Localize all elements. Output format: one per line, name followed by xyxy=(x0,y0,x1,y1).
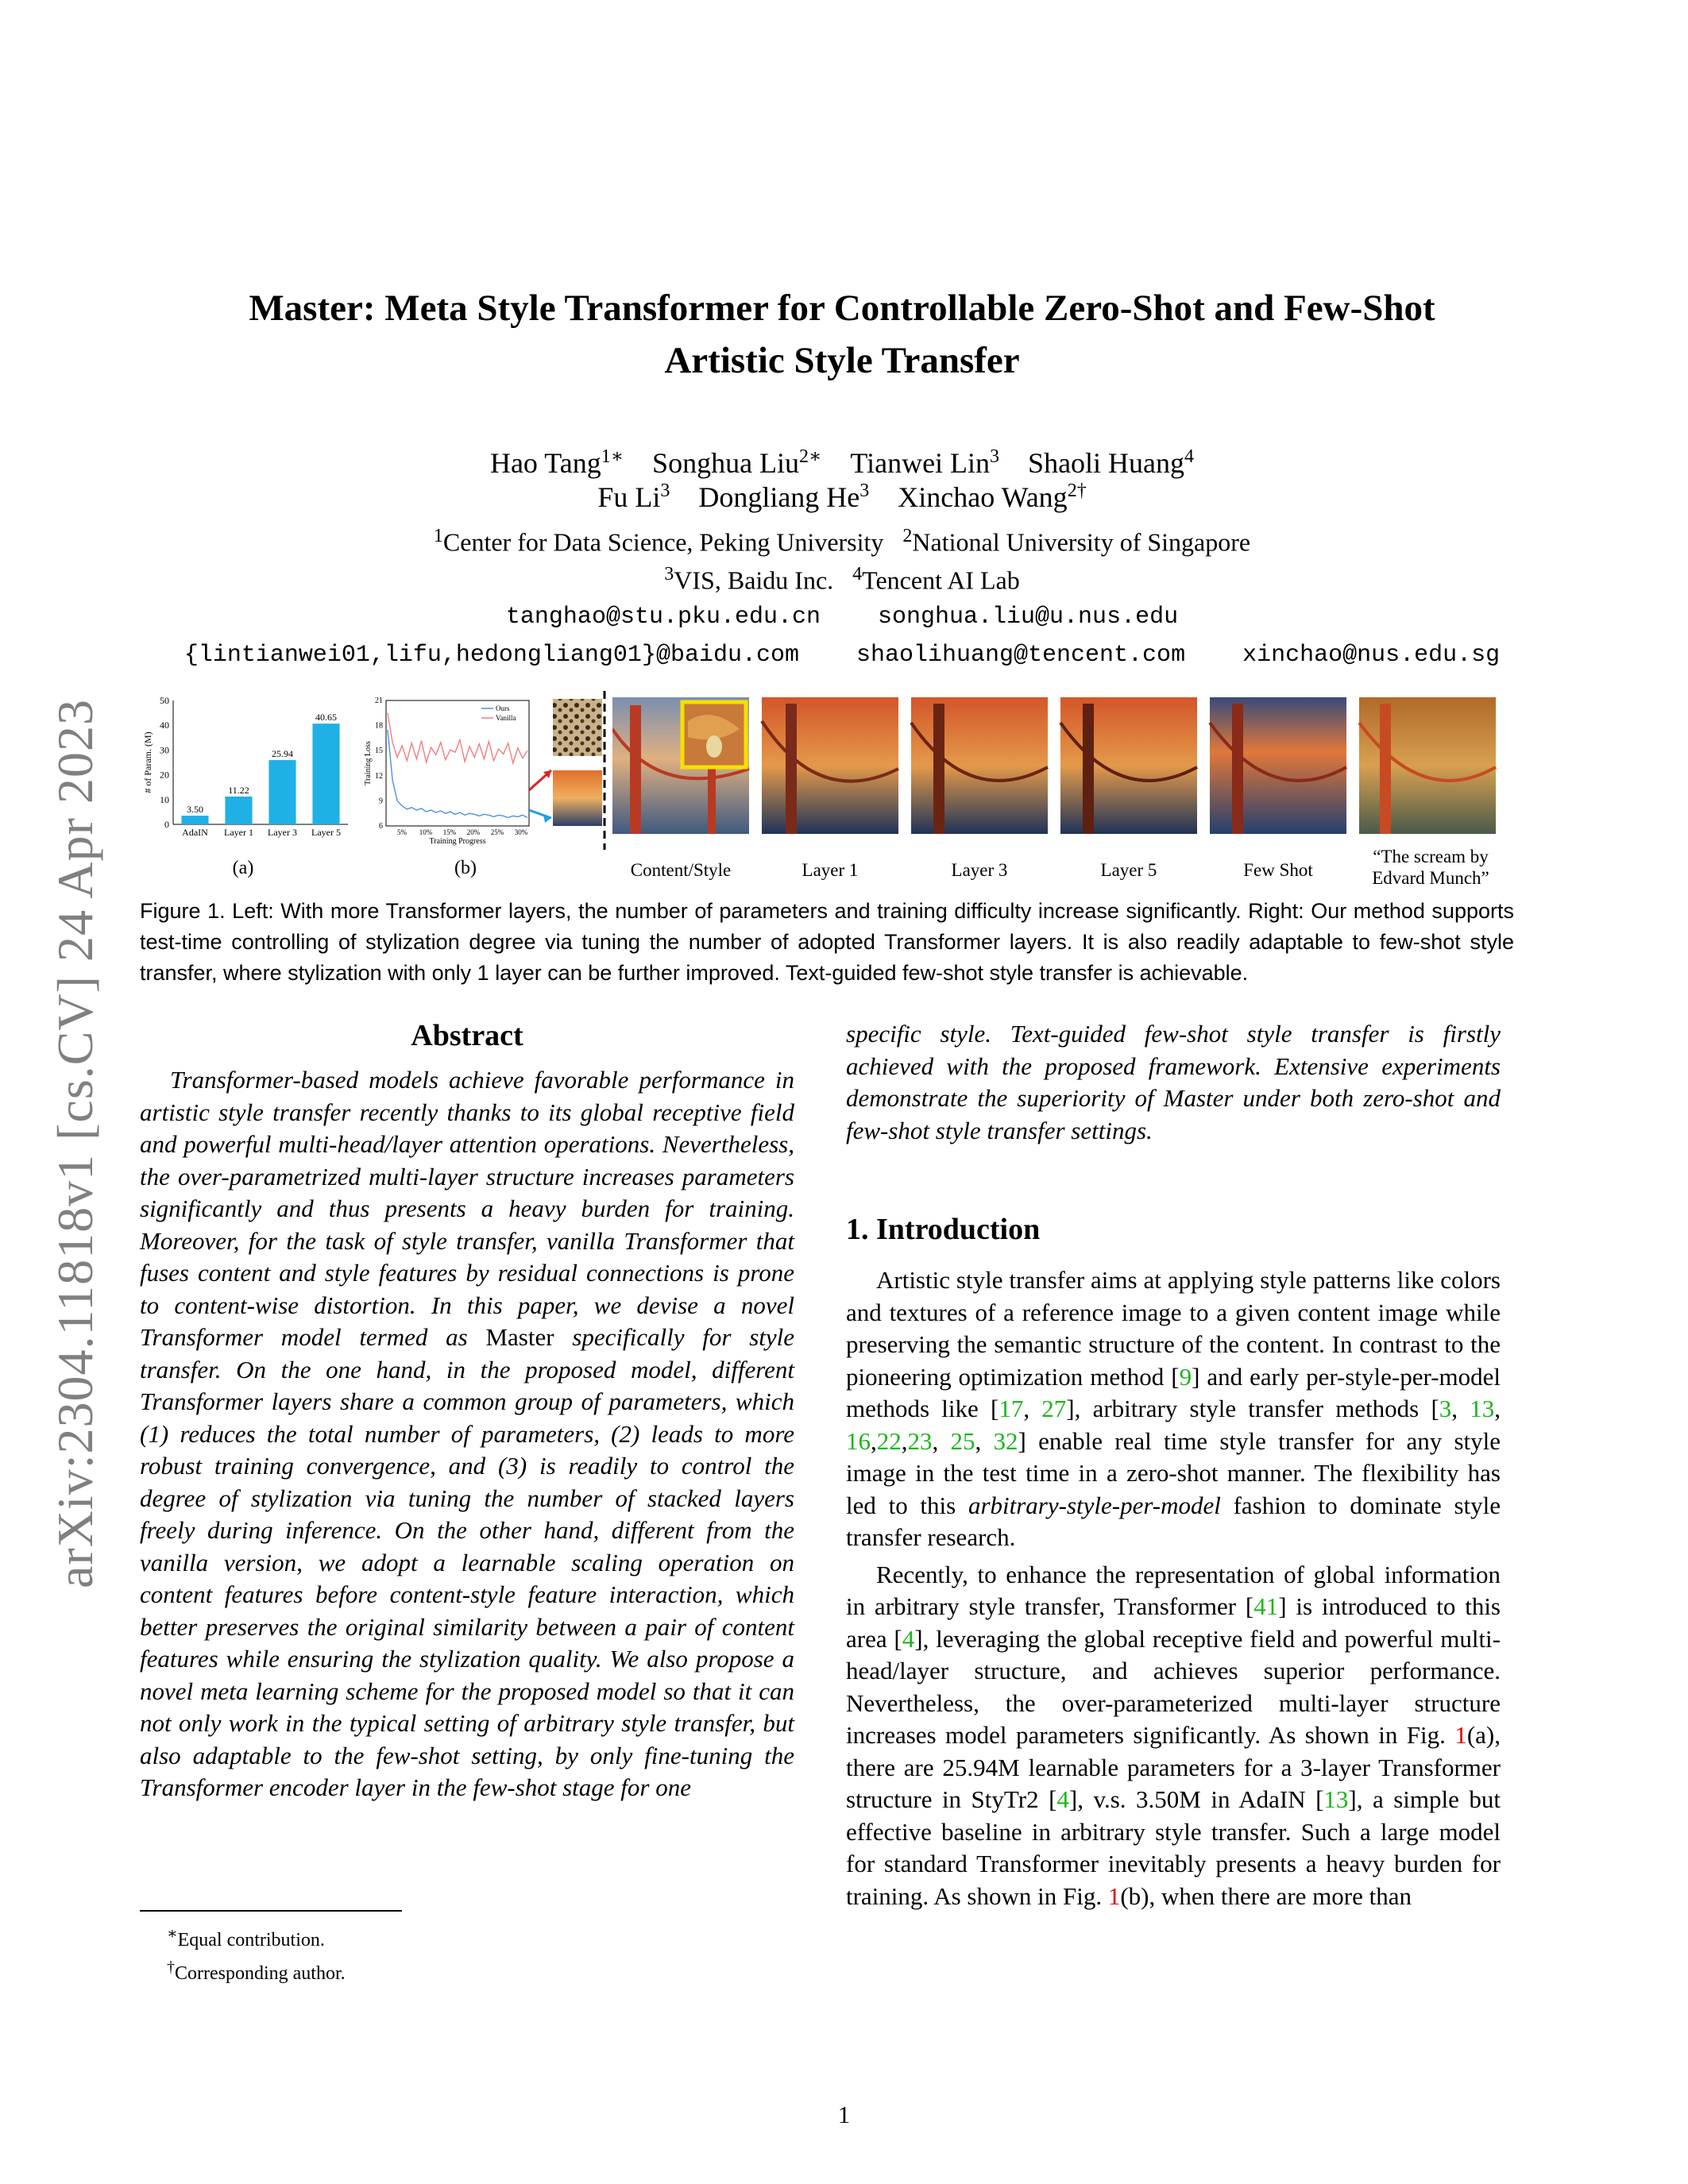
email-line-1 xyxy=(143,604,1541,631)
figure-caption: Figure 1. Left: With more Transformer layers, the number of parameters and training difficulty increase significantly. Right: Our method supports test-time controlling of stylization degree via tuning the number of adopted Transformer layers. It is also readily adaptable to few-shot style transfer, where stylization with only 1 layer can be further improved. Text-guided few-shot style transfer is achievable. xyxy=(140,899,1514,985)
footnote-mark: ∗ xyxy=(167,1925,178,1943)
bar xyxy=(268,760,295,824)
layer-1-image xyxy=(762,697,898,834)
image-caption: Few Shot xyxy=(1243,860,1313,880)
layer-5-image xyxy=(1060,697,1197,834)
author-sup: 4 xyxy=(1184,446,1195,467)
citation-link[interactable]: 17 xyxy=(999,1395,1024,1422)
intro-emphasis: arbitrary-style-per-model xyxy=(968,1491,1221,1519)
figure-ref-link[interactable]: 1 xyxy=(1107,1881,1121,1910)
layer-3-image xyxy=(911,697,1048,834)
x-tick-label: Layer 1 xyxy=(224,827,253,838)
author-name: Songhua Liu xyxy=(652,447,800,479)
intro-text: ], leveraging the global receptive field and powerful multi-head/layer structure, and achieves superior performance. Nevertheless, the over-parameterized multi-layer structure increases model parameters significantly. As shown in Fig. xyxy=(846,1624,1501,1749)
aff-sup: 2 xyxy=(902,526,913,546)
y-tick-label: 9 xyxy=(379,797,383,806)
scream-image xyxy=(1359,697,1496,834)
citation-link[interactable]: 3 xyxy=(1439,1395,1452,1422)
x-tick-label: Layer 5 xyxy=(311,827,341,838)
bar xyxy=(181,816,208,824)
footnote-text: Corresponding author. xyxy=(175,1963,346,1984)
author-name: Xinchao Wang xyxy=(898,481,1068,513)
abstract-heading: Abstract xyxy=(411,1019,523,1052)
citation-link[interactable]: 27 xyxy=(1041,1395,1067,1422)
figure-ref-link[interactable]: 1 xyxy=(1454,1721,1467,1749)
series-line-ours xyxy=(388,730,527,818)
citation-link[interactable]: 32 xyxy=(993,1426,1018,1455)
author-name: Shaoli Huang xyxy=(1028,447,1185,479)
x-tick-label: 5% xyxy=(397,828,407,836)
author-sup: 2∗ xyxy=(799,446,822,467)
paper-title xyxy=(143,282,1541,387)
abstract-body xyxy=(140,1064,794,1804)
affiliation: National University of Singapore xyxy=(912,527,1251,557)
citation-link[interactable]: 13 xyxy=(1323,1785,1349,1813)
y-tick-label: 18 xyxy=(375,721,383,731)
email: xinchao@nus.edu.sg xyxy=(1242,642,1501,669)
intro-text: fashion to dominate style transfer research. xyxy=(846,1491,1501,1551)
aff-sup: 4 xyxy=(852,564,863,585)
aff-sup: 1 xyxy=(433,526,443,546)
x-tick-label: 30% xyxy=(514,828,528,836)
intro-paragraph-2 xyxy=(846,1559,1501,1913)
citation-link[interactable]: 22 xyxy=(876,1426,902,1455)
y-tick-label: 20 xyxy=(160,769,169,781)
y-axis-label: Training Loss xyxy=(364,741,373,785)
leopard-style-image xyxy=(553,699,602,756)
bar-value-label: 3.50 xyxy=(187,804,203,816)
image-caption: Layer 3 xyxy=(951,860,1008,880)
content-style-image xyxy=(612,697,749,834)
email-line-2 xyxy=(143,642,1541,669)
intro-paragraph-1: Artistic style transfer aims at applying style patterns like colors and textures of a reference image to a given content image while preserving the semantic structure of the content. In contrast to the pioneering optimization method [9] and early per-style-per-model methods like [17, 27], arbitrary style transfer methods [3, 13, 16,22,23, 25, 32] enable real time style transfer for any style image in the test time in a zero-shot manner. The flexibility has led to this arbitrary-style-per-model fashion to dominate style transfer research. xyxy=(846,1266,1501,1551)
y-tick-label: 40 xyxy=(160,720,169,731)
citation-link[interactable]: 13 xyxy=(1470,1395,1495,1422)
bar-value-label: 11.22 xyxy=(228,784,249,796)
citation-link[interactable]: 41 xyxy=(1253,1592,1279,1620)
footnote-2 xyxy=(140,1954,346,1987)
footnote-mark: † xyxy=(167,1958,175,1976)
affiliation: Center for Data Science, Peking University xyxy=(442,527,884,557)
citation-link[interactable]: 4 xyxy=(1056,1785,1069,1813)
page-number: 1 xyxy=(837,2101,851,2128)
intro-text: ], v.s. 3.50M in AdaIN [ xyxy=(1068,1785,1324,1813)
affiliation: VIS, Baidu Inc. xyxy=(674,565,834,595)
footnote-text: Equal contribution. xyxy=(177,1930,325,1951)
abstract-text: specifically for style transfer. On the one hand, in the proposed model, different Transformer layers share a common group of parameters, which (1) reduces the total number of parameters, (2) leads to more robust training convergence, and (3) is readily to control the degree of stylization via tuning the number of stacked layers freely during inference. On the other hand, different from the vanilla version, we adopt a learnable scaling operation on content features before content-style feature interaction, which better preserves the original similarity between a pair of content features while ensuring the stylization quality. We also propose a novel meta learning scheme for the proposed model so that it can not only work in the typical setting of arbitrary style transfer, but also adaptable to the few-shot setting, by only fine-tuning the Transformer encoder layer in the few-shot stage for one xyxy=(140,1323,794,1801)
x-tick-label: 20% xyxy=(466,828,481,836)
arxiv-sidebar xyxy=(0,0,103,2184)
y-axis-label: # of Param. (M) xyxy=(142,731,153,793)
title-line-2: Artistic Style Transfer xyxy=(664,340,1020,381)
image-caption: Layer 1 xyxy=(802,860,859,880)
y-tick-label: 6 xyxy=(379,822,383,831)
x-tick-label: 10% xyxy=(419,828,433,836)
legend-label: Ours xyxy=(496,704,510,712)
intro-text: ], a simple but effective baseline in arbitrary style transfer. Such a large model for standard Transformer inevitably presents a heavy burden for training. As shown in Fig. xyxy=(846,1785,1501,1910)
abstract-continuation: specific style. Text-guided few-shot style transfer is firstly achieved with the proposed framework. Extensive experiments demonstrate the superiority of Master under both zero-shot and few-shot style transfer settings. xyxy=(846,1020,1501,1144)
author-line-2 xyxy=(143,480,1541,514)
stylized-results xyxy=(612,697,1526,840)
email: songhua.liu@u.nus.edu xyxy=(878,604,1179,631)
email: {lintianwei01,lifu,hedongliang01}@baidu.com xyxy=(183,642,799,669)
affiliation: Tencent AI Lab xyxy=(862,565,1020,595)
intro-text: ] enable real time style transfer for any style image in the test time in a zero-shot manner. The flexibility has led to this xyxy=(846,1426,1501,1519)
x-tick-label: 15% xyxy=(442,828,457,836)
bar xyxy=(312,723,339,824)
aff-sup: 3 xyxy=(664,564,674,585)
x-tick-label: AdaIN xyxy=(182,827,208,838)
intro-text: Recently, to enhance the representation of global information in arbitrary style transfer, Transformer [ xyxy=(846,1560,1501,1620)
bar-value-label: 25.94 xyxy=(272,748,293,760)
image-caption: Layer 5 xyxy=(1100,860,1157,880)
intro-text: Artistic style transfer aims at applying style patterns like colors and textures of a reference image to a given content image while preserving the semantic structure of the content. In contrast to the pioneering optimization method [ xyxy=(846,1266,1501,1391)
intro-text: , xyxy=(1023,1395,1042,1422)
email: shaolihuang@tencent.com xyxy=(856,642,1186,669)
scream-caption-line: “The scream by xyxy=(1373,847,1489,866)
y-tick-label: 0 xyxy=(164,819,169,830)
few-shot-image xyxy=(1210,697,1346,834)
right-column xyxy=(846,1018,1501,1912)
citation-link[interactable]: 4 xyxy=(902,1624,915,1653)
intro-text: ] and early per-style-per-model methods like [ xyxy=(846,1362,1501,1422)
footnote-rule xyxy=(140,1910,402,1912)
intro-text: (b), when there are more than xyxy=(1120,1881,1412,1910)
x-axis-label: Training Progress xyxy=(429,837,486,846)
email: tanghao@stu.pku.edu.cn xyxy=(505,604,821,631)
citation-link[interactable]: 25 xyxy=(950,1426,975,1455)
introduction-heading: 1. Introduction xyxy=(846,1213,1041,1246)
abstract-model-name: Master xyxy=(485,1323,554,1351)
citation-link[interactable]: 16 xyxy=(846,1426,871,1455)
footnote-1 xyxy=(140,1920,346,1954)
panel-b-label: (b) xyxy=(454,858,477,878)
author-sup: 1∗ xyxy=(601,446,624,467)
affiliation-line-1 xyxy=(143,526,1541,558)
bar-value-label: 40.65 xyxy=(315,712,337,723)
figure-1 xyxy=(140,691,1522,889)
x-tick-label: 25% xyxy=(490,828,504,836)
y-tick-label: 50 xyxy=(160,695,169,706)
citation-link[interactable]: 9 xyxy=(1179,1362,1192,1391)
intro-text: ] is introduced to this area [ xyxy=(846,1592,1501,1653)
image-caption: Content/Style xyxy=(630,860,732,880)
citation-link[interactable]: 23 xyxy=(907,1426,933,1455)
y-tick-label: 12 xyxy=(375,771,383,781)
training-loss-chart xyxy=(362,691,537,850)
abstract-text: Transformer-based models achieve favorable performance in artistic style transfer recently thanks to its global receptive field and powerful multi-head/layer attention operations. Nevertheless, the over-parametrized multi-layer structure increases parameters significantly and thus presents a heavy burden for training. Moreover, for the task of style transfer, vanilla Transformer that fuses content and style features by residual connections is prone to content-wise distortion. In this paper, we devise a novel Transformer model termed as xyxy=(140,1066,794,1351)
x-tick-label: Layer 3 xyxy=(268,827,297,838)
legend-label: Vanilla xyxy=(496,714,516,722)
intro-text: ], arbitrary style transfer methods [ xyxy=(1066,1395,1439,1422)
abstract-section xyxy=(140,1018,794,1804)
author-name: Dongliang He xyxy=(698,481,860,513)
author-sup: 3 xyxy=(859,480,870,501)
author-name: Fu Li xyxy=(597,481,661,513)
arxiv-identifier: arXiv:2304.11818v1 [cs.CV] 24 Apr 2023 xyxy=(47,699,103,1588)
param-bar-chart xyxy=(140,691,354,850)
panel-a-label: (a) xyxy=(232,858,254,878)
author-name: Hao Tang xyxy=(489,447,601,479)
footnotes xyxy=(140,1920,346,1987)
bridge-thumbnail xyxy=(553,770,602,826)
style-thumbnails xyxy=(529,691,608,850)
author-sup: 2† xyxy=(1067,480,1087,501)
author-sup: 3 xyxy=(990,446,1000,467)
title-line-1: Master: Meta Style Transformer for Controllable Zero-Shot and Few-Shot xyxy=(249,287,1435,329)
y-tick-label: 15 xyxy=(375,747,383,756)
bar xyxy=(225,797,252,824)
intro-text: (a), there are 25.94M learnable parameters for a 3-layer Transformer structure in StyTr2 [ xyxy=(846,1721,1501,1813)
y-tick-label: 21 xyxy=(375,696,383,705)
author-sup: 3 xyxy=(660,480,670,501)
author-name: Tianwei Lin xyxy=(850,447,991,479)
author-line-1 xyxy=(143,445,1541,480)
scream-caption xyxy=(1351,846,1510,889)
affiliation-line-2 xyxy=(143,564,1541,596)
y-tick-label: 10 xyxy=(160,793,169,805)
scream-caption-line: Edvard Munch” xyxy=(1372,868,1489,888)
y-tick-label: 30 xyxy=(160,744,169,756)
